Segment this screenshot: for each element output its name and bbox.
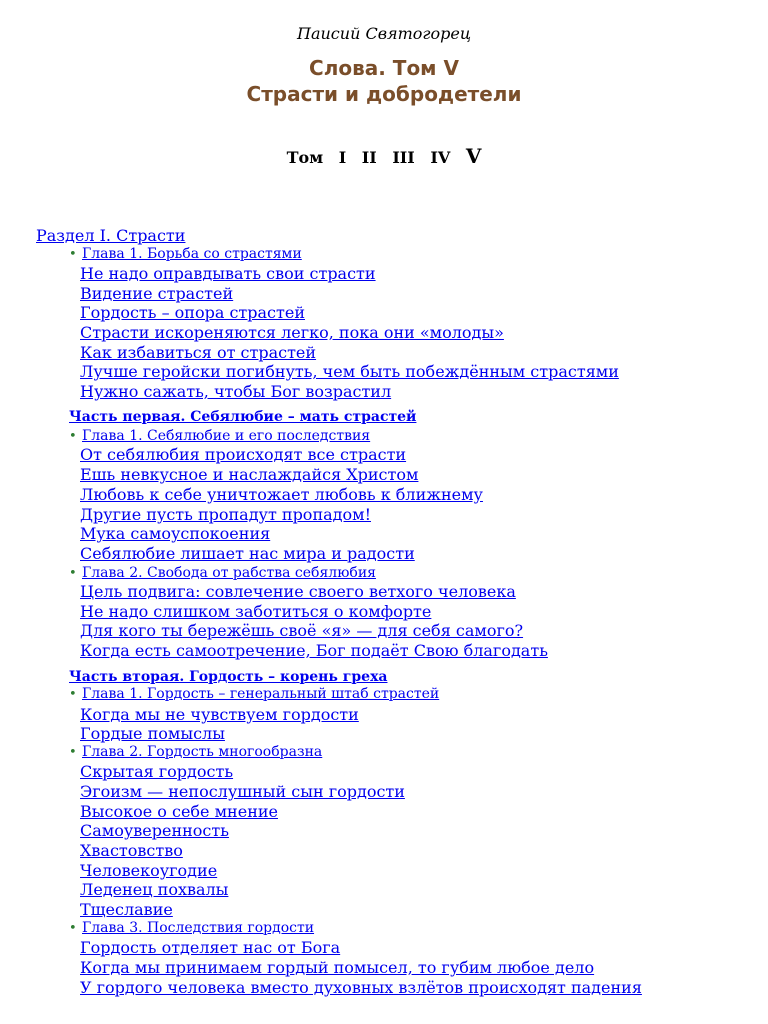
toc-item-link[interactable]: Высокое о себе мнение	[80, 802, 278, 821]
toc-part-link[interactable]: Часть первая. Себялюбие – мать страстей	[69, 409, 417, 425]
volume-label: Том	[286, 148, 324, 167]
toc-item-link[interactable]: Видение страстей	[80, 284, 234, 303]
toc-item-link[interactable]: Леденец похвалы	[80, 880, 229, 899]
toc-item-link[interactable]: Скрытая гордость	[80, 762, 234, 781]
bullet-icon: •	[69, 247, 77, 262]
volume-current: V	[465, 144, 482, 168]
toc-item-link[interactable]: Когда мы принимаем гордый помысел, то губим любое дело	[80, 958, 595, 977]
volume-link-4[interactable]: IV	[430, 148, 451, 167]
toc-item-link[interactable]: Когда есть самоотречение, Бог подаёт Свою благодать	[80, 641, 548, 660]
toc-section-link[interactable]: Раздел I. Страсти	[36, 226, 186, 245]
toc-item-link[interactable]: Гордые помыслы	[80, 724, 225, 743]
toc-item-link[interactable]: Для кого ты бережёшь своё «я» — для себя самого?	[80, 621, 524, 640]
toc-item-link[interactable]: Ешь невкусное и наслаждайся Христом	[80, 465, 419, 484]
volume-link-2[interactable]: II	[361, 148, 377, 167]
toc-item-link[interactable]: Лучше геройски погибнуть, чем быть побеждённым страстями	[80, 362, 619, 381]
toc-item-link[interactable]: Как избавиться от страстей	[80, 343, 317, 362]
toc-item-link[interactable]: Хвастовство	[80, 841, 183, 860]
toc-chapter-link[interactable]: Глава 1. Гордость – генеральный штаб страстей	[82, 686, 440, 702]
book-title: Слова. Том V	[309, 56, 459, 80]
toc-item-link[interactable]: Цель подвига: совлечение своего ветхого человека	[80, 582, 516, 601]
toc-item-link[interactable]: От себялюбия происходят все страсти	[80, 445, 407, 464]
bullet-icon: •	[69, 566, 77, 581]
toc-chapter-link[interactable]: Глава 2. Свобода от рабства себялюбия	[82, 565, 376, 581]
toc-item-link[interactable]: Любовь к себе уничтожает любовь к ближнему	[80, 485, 483, 504]
volume-selector	[0, 144, 768, 170]
toc-chapter-link[interactable]: Глава 2. Гордость многообразна	[82, 744, 323, 760]
toc-item-link[interactable]: Мука самоуспокоения	[80, 524, 271, 543]
toc-chapter-link[interactable]: Глава 1. Себялюбие и его последствия	[82, 428, 371, 444]
toc-item-link[interactable]: Не надо слишком заботиться о комфорте	[80, 602, 432, 621]
toc-item-link[interactable]: Самоуверенность	[80, 821, 229, 840]
toc-item-link[interactable]: У гордого человека вместо духовных взлётов происходят падения	[80, 978, 642, 997]
bullet-icon: •	[69, 921, 77, 936]
toc-item-link[interactable]: Другие пусть пропадут пропадом!	[80, 505, 371, 524]
toc-part-link[interactable]: Часть вторая. Гордость – корень греха	[69, 669, 388, 685]
toc-item-link[interactable]: Гордость – опора страстей	[80, 303, 305, 322]
bullet-icon: •	[69, 687, 77, 702]
toc-item-link[interactable]: Себялюбие лишает нас мира и радости	[80, 544, 415, 563]
book-subtitle: Страсти и добродетели	[246, 82, 522, 106]
toc-item-link[interactable]: Тщеславие	[80, 900, 173, 919]
author-name: Паисий Святогорец	[297, 24, 471, 43]
volume-link-3[interactable]: III	[392, 148, 415, 167]
toc-item-link[interactable]: Не надо оправдывать свои страсти	[80, 264, 376, 283]
toc-item-link[interactable]: Эгоизм — непослушный сын гордости	[80, 782, 405, 801]
bullet-icon: •	[69, 745, 77, 760]
bullet-icon: •	[69, 429, 77, 444]
toc-item-link[interactable]: Когда мы не чувствуем гордости	[80, 705, 359, 724]
toc-item-link[interactable]: Человекоугодие	[80, 861, 218, 880]
toc-chapter-link[interactable]: Глава 3. Последствия гордости	[82, 920, 315, 936]
toc-item-link[interactable]: Гордость отделяет нас от Бога	[80, 938, 341, 957]
toc-item-link[interactable]: Нужно сажать, чтобы Бог возрастил	[80, 382, 392, 401]
toc-chapter-link[interactable]: Глава 1. Борьба со страстями	[82, 246, 302, 262]
volume-link-1[interactable]: I	[338, 148, 347, 167]
toc-item-link[interactable]: Страсти искореняются легко, пока они «молоды»	[80, 323, 504, 342]
